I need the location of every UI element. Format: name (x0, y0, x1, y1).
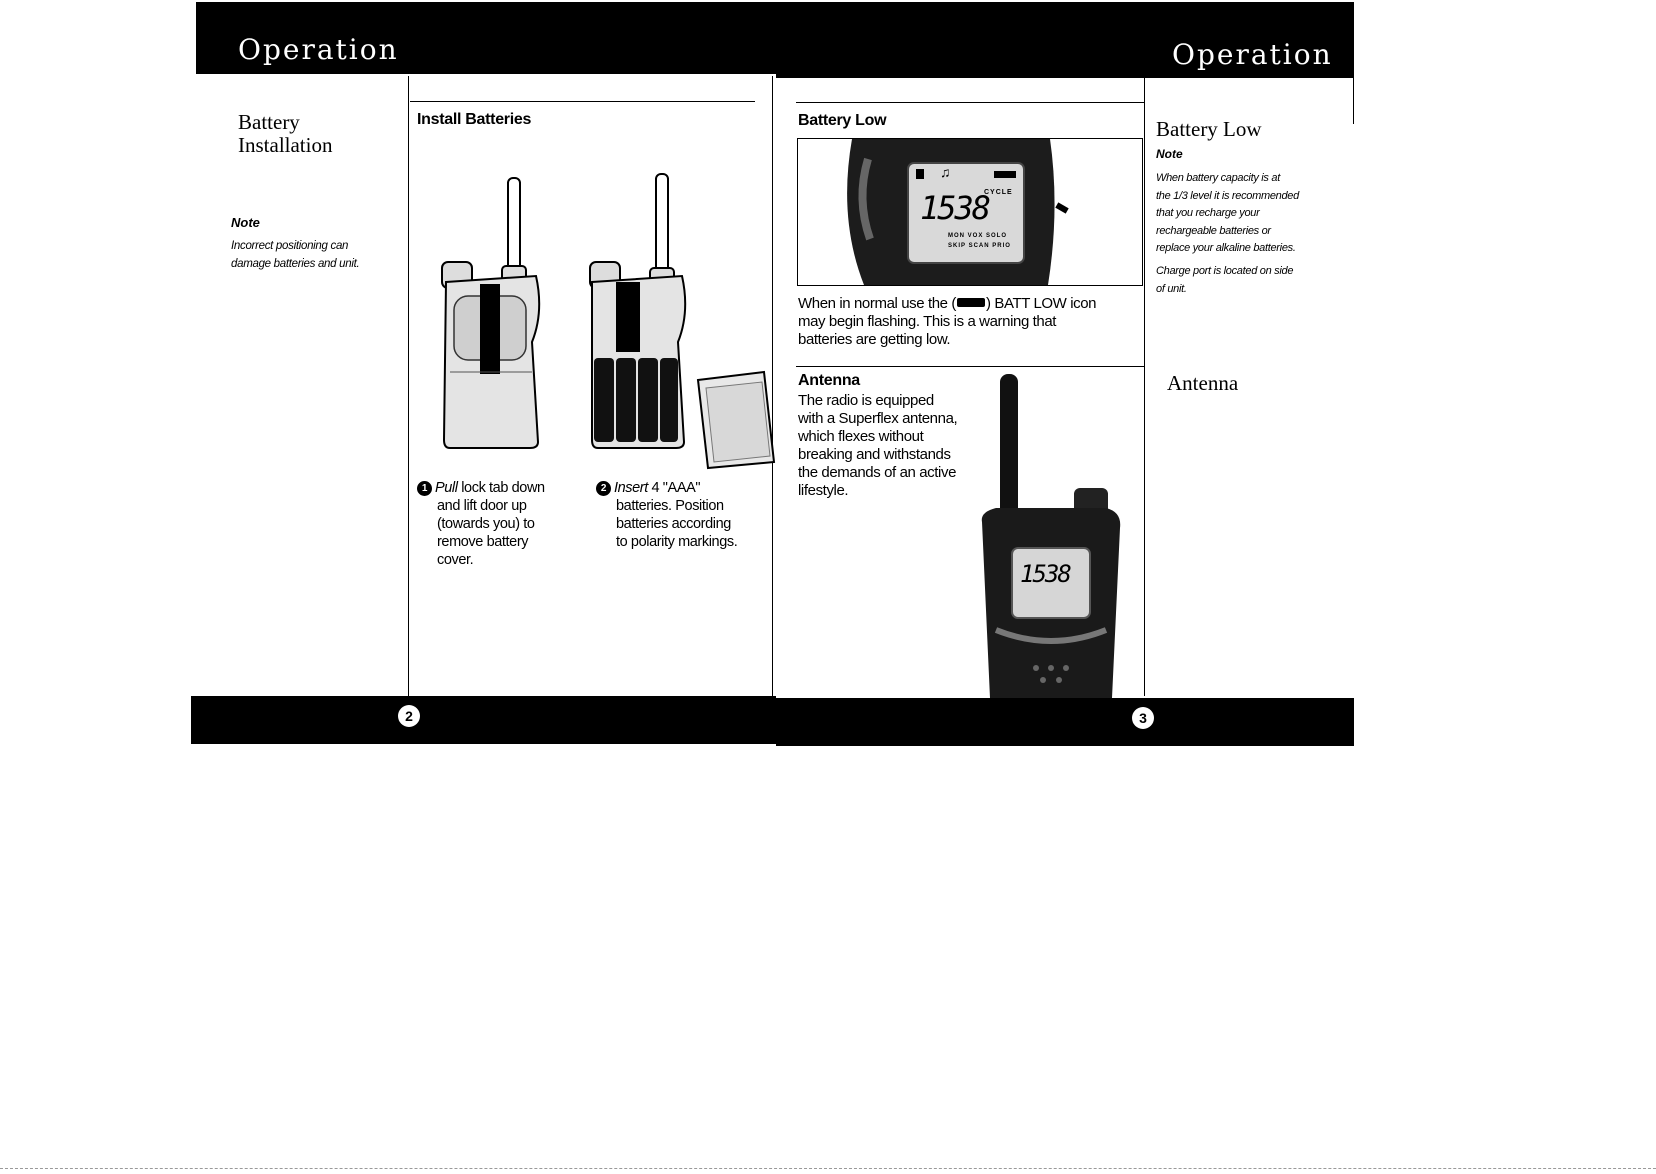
right-margin-rule (1353, 76, 1354, 124)
lcd-lock-icon (916, 169, 924, 179)
lcd-battery-icon (994, 171, 1016, 178)
footer-bar-left (191, 696, 776, 744)
page-number-left: 2 (398, 705, 420, 727)
antenna-side-title: Antenna (1167, 371, 1239, 395)
scan-edge-line (0, 1168, 1656, 1170)
page-number-right: 3 (1132, 707, 1154, 729)
battery-low-top-rule (796, 102, 1144, 103)
note-text: Incorrect positioning can damage batteries and unit. (231, 240, 360, 270)
install-step-1: 1 Pull lock tab down and lift door up (towards you) to remove battery cover. (417, 479, 577, 569)
radio-front-lcd-time: 1538 (1020, 560, 1070, 588)
install-batteries-heading: Install Batteries (417, 111, 532, 128)
battery-low-heading: Battery Low (798, 112, 887, 129)
radio-back-illustration (440, 172, 560, 452)
footer-bar-right (776, 698, 1354, 746)
step-2-bullet: 2 (596, 481, 611, 496)
column-divider-left (408, 76, 409, 696)
lcd-mode-labels: MON VOX SOLO SKIP SCAN PRIO (948, 233, 1011, 249)
antenna-top-rule (796, 366, 1144, 367)
header-title-right: Operation (1172, 38, 1333, 71)
note-heading: Note (231, 215, 260, 230)
antenna-text: The radio is equipped with a Superflex antenna, which flexes without breaking and withstands the demands of an active lifestyle. (798, 392, 958, 499)
header-title-left: Operation (238, 33, 399, 66)
column-divider-right (1144, 76, 1145, 696)
battery-low-side-title: Battery Low (1156, 117, 1262, 141)
install-step-2: 2 Insert 4 "AAA" batteries. Position batteries according to polarity markings. (596, 479, 771, 551)
right-note-heading: Note (1156, 147, 1183, 161)
lcd-cycle-label: CYCLE (984, 189, 1013, 196)
battery-installation-title: Battery Installation (238, 110, 333, 157)
batt-low-icon (957, 298, 985, 307)
step-1-bullet: 1 (417, 481, 432, 496)
right-note-text: When battery capacity is at the 1/3 level it is recommended that you recharge your rechargeable batteries or replace your alkaline batteries. (1156, 172, 1299, 254)
battery-low-display-photo (797, 138, 1143, 286)
lcd-time-readout: 1538 (920, 189, 990, 227)
lcd-music-icon: ♫ (940, 164, 951, 180)
battery-low-text: When in normal use the ( ) BATT LOW icon may begin flashing. This is a warning that batteries are getting low. (798, 295, 1097, 348)
radio-front-photo (976, 372, 1126, 698)
install-top-rule (410, 101, 755, 102)
antenna-heading: Antenna (798, 372, 860, 389)
radio-open-illustration (586, 172, 786, 472)
right-note-charge-port: Charge port is located on side of unit. (1156, 265, 1294, 295)
